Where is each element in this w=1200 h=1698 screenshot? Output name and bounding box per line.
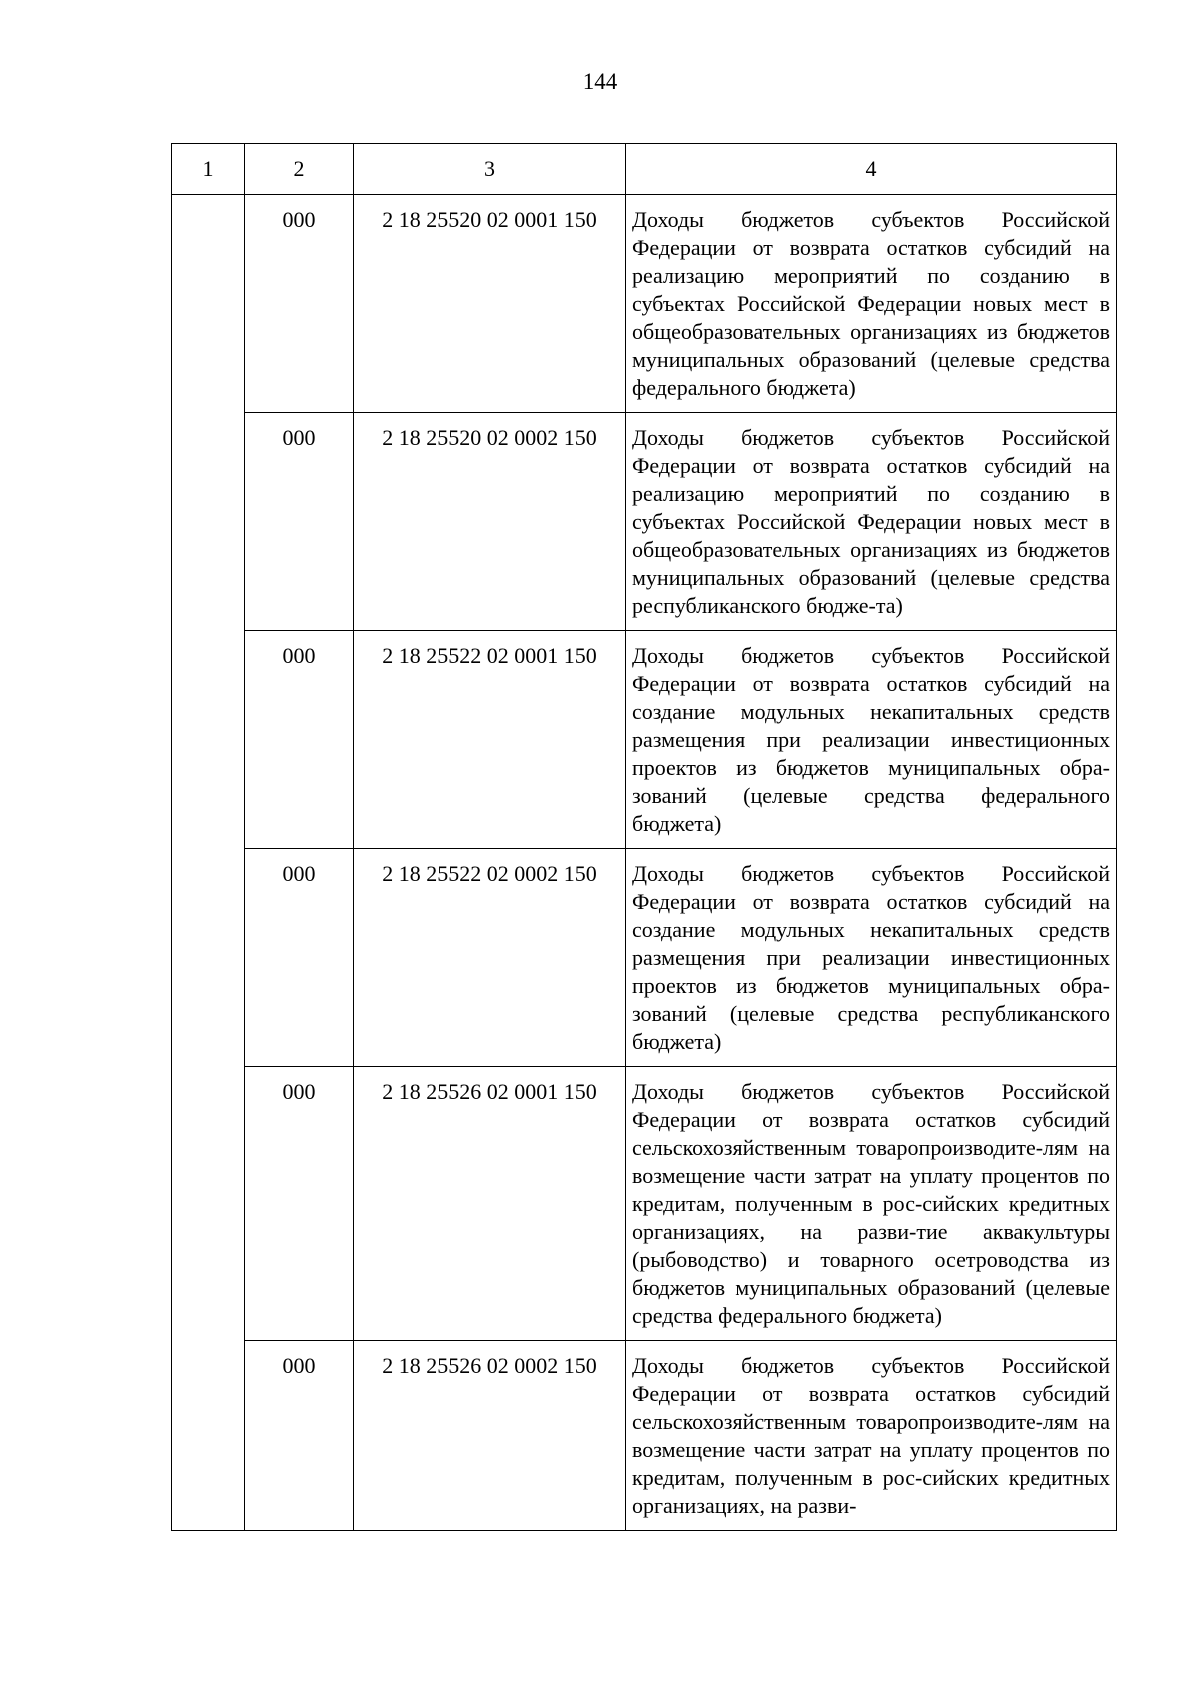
budget-codes-table <box>171 143 1117 1531</box>
admin-code-cell: 000 <box>245 413 354 631</box>
description-text: Доходы бюджетов субъектов Российской Федерации от возврата остатков субсидий сельскохозяйственным товаропроизводите-лям на возмещение части затрат на уплату процентов по кредитам, полученным в рос-сийских кредитных организациях, на разви- <box>632 1353 1110 1518</box>
table-row <box>172 195 1117 413</box>
budget-code-cell: 2 18 25522 02 0001 150 <box>354 631 626 849</box>
header-col-3: 3 <box>354 144 626 195</box>
table-row <box>172 413 1117 631</box>
table-row <box>172 1341 1117 1531</box>
header-col-1: 1 <box>172 144 245 195</box>
table-row <box>172 849 1117 1067</box>
page-number: 144 <box>582 69 618 94</box>
admin-code-cell: 000 <box>245 849 354 1067</box>
description-cell <box>626 413 1117 631</box>
table-header-row <box>172 144 1117 195</box>
admin-code-cell: 000 <box>245 195 354 413</box>
header-col-4: 4 <box>626 144 1117 195</box>
budget-code-cell: 2 18 25520 02 0001 150 <box>354 195 626 413</box>
table-row <box>172 631 1117 849</box>
description-text: Доходы бюджетов субъектов Российской Федерации от возврата остатков субсидий на реализацию мероприятий по созданию в субъектах Российской Федерации новых мест в общеобразовательных организациях из бюджетов муниципальных образований (целевые средства федерального бюджета) <box>632 207 1110 400</box>
description-cell <box>626 1067 1117 1341</box>
group-cell <box>172 195 245 1531</box>
header-col-2: 2 <box>245 144 354 195</box>
budget-code-cell: 2 18 25520 02 0002 150 <box>354 413 626 631</box>
description-text: Доходы бюджетов субъектов Российской Федерации от возврата остатков субсидий на создание модульных некапитальных средств размещения при реализации инвестиционных проектов из бюджетов муниципальных обра-зований (целевые средства федерального бюджета) <box>632 643 1110 836</box>
budget-code-cell: 2 18 25526 02 0002 150 <box>354 1341 626 1531</box>
description-text: Доходы бюджетов субъектов Российской Федерации от возврата остатков субсидий на реализацию мероприятий по созданию в субъектах Российской Федерации новых мест в общеобразовательных организациях из бюджетов муниципальных образований (целевые средства республиканского бюдже-та) <box>632 425 1110 618</box>
admin-code-cell: 000 <box>245 631 354 849</box>
budget-code-cell: 2 18 25526 02 0001 150 <box>354 1067 626 1341</box>
description-cell <box>626 195 1117 413</box>
description-text: Доходы бюджетов субъектов Российской Федерации от возврата остатков субсидий на создание модульных некапитальных средств размещения при реализации инвестиционных проектов из бюджетов муниципальных обра-зований (целевые средства республиканского бюджета) <box>632 861 1110 1054</box>
budget-code-cell: 2 18 25522 02 0002 150 <box>354 849 626 1067</box>
admin-code-cell: 000 <box>245 1341 354 1531</box>
description-text: Доходы бюджетов субъектов Российской Федерации от возврата остатков субсидий сельскохозяйственным товаропроизводите-лям на возмещение части затрат на уплату процентов по кредитам, полученным в рос-сийских кредитных организациях, на разви-тие аквакультуры (рыбоводство) и товарного осетроводства из бюджетов муниципальных образований (целевые средства федерального бюджета) <box>632 1079 1110 1328</box>
description-cell <box>626 631 1117 849</box>
description-cell <box>626 1341 1117 1531</box>
description-cell <box>626 849 1117 1067</box>
table-row <box>172 1067 1117 1341</box>
admin-code-cell: 000 <box>245 1067 354 1341</box>
